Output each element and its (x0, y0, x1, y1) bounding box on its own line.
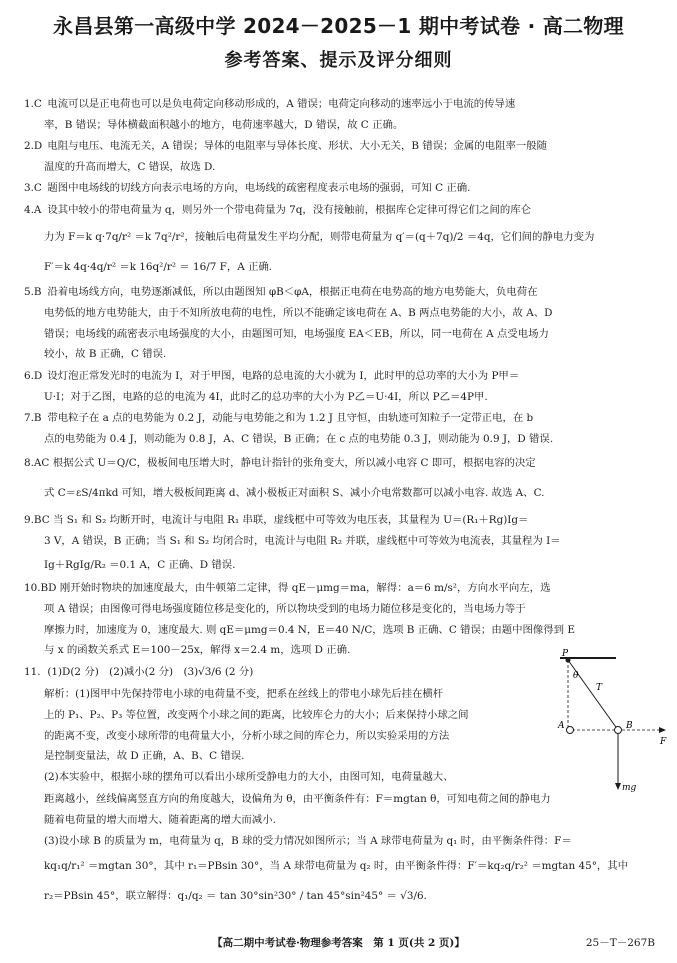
answer-line: U·I；对于乙图，电路的总的电流为 4I，此时乙的总功率的大小为 P乙＝U·4I，所以 P乙＝4P甲. (44, 390, 488, 403)
answer-number: 2.D (24, 140, 43, 152)
answer-line: 11. (1)D(2 分) (2)减小(2 分) (3)√3/6 (2 分) (24, 662, 654, 683)
answer-number: 1.C (24, 98, 42, 110)
answer-line: r₂＝PBsin 45°，联立解得：q₁/q₂ ＝ tan 30°sin²30° / tan 45°sin²45° ＝ √3/6. (44, 890, 427, 903)
answer-line: 力为 F＝k q·7q/r² ＝k 7q²/r²，接触后电荷量发生平均分配，则带电荷量为 q′＝(q＋7q)/2 ＝4q，它们间的静电力变为 (44, 230, 595, 243)
label-theta: θ (573, 671, 579, 681)
answer-line: 距离越小，丝线偏离竖直方向的角度越大，设偏角为 θ，由平衡条件有：F＝mgtan θ，可知电荷之间的静电力 (44, 793, 551, 805)
answer-6 (24, 366, 654, 408)
answer-line: 式 C＝εS/4πkd 可知，增大极板间距离 d、减小极板正对面积 S、减小介电常数都可以减小电容. 故选 A、C. (44, 487, 545, 499)
answer-line: 解析：(1)图甲中先保持带电小球的电荷量不变，把系在丝线上的带电小球先后挂在横杆 (44, 688, 444, 700)
answer-line: 3 V，A 错误，B 正确；当 S₁ 和 S₂ 均闭合时，电流计与电阻 R₂ 并联，虚线框中可等效为电流表，其量程为 I＝ (44, 534, 561, 547)
answer-number: 5.B (24, 286, 42, 298)
answer-line: Ig＋RgIg/R₂ ＝0.1 A，C 正确、D 错误. (44, 558, 236, 571)
answer-line: 3.C 题图中电场线的切线方向表示电场的方向，电场线的疏密程度表示电场的强弱，可知 C 正确. (24, 178, 654, 199)
answer-line: 7.B 带电粒子在 a 点的电势能为 0.2 J，动能与电势能之和为 1.2 J 且守恒，由轨迹可知粒子一定带正电，在 b (24, 408, 654, 429)
answer-3 (24, 178, 654, 199)
label-mg: mg (622, 783, 637, 793)
answer-2 (24, 136, 654, 178)
answer-line: 摩擦力时，加速度为 0，速度最大. 则 qE＝μmg＝0.4 N，E＝40 N/C，选项 B 正确、C 错误；由题中图像得到 E (44, 623, 575, 636)
answer-line: 率，B 错误；导体横截面积越小的地方，电荷速率越大，D 错误，故 C 正确。 (44, 118, 404, 131)
footer-page-info: 【高二期中考试卷·物理参考答案 第 1 页(共 2 页)】 (212, 937, 465, 949)
answer-line: 5.B 沿着电场线方向，电势逐渐减低，所以由题图知 φB＜φA，根据正电荷在电势高的地方电势能大，负电荷在 (24, 282, 654, 303)
page-title: 永昌县第一高级中学 2024－2025－1 期中考试卷 · 高二物理 (53, 14, 624, 38)
answer-8 (24, 448, 654, 508)
answer-line: 1.C 电流可以是正电荷也可以是负电荷定向移动形成的，A 错误；电荷定向移动的速率远小于电流的传导速 (24, 94, 654, 115)
answer-line: 9.BC 当 S₁ 和 S₂ 均断开时，电流计与电阻 R₁ 串联，虚线框中可等效为电压表，其量程为 U＝(R₁＋Rg)Ig＝ (24, 510, 654, 531)
label-f: F (660, 737, 667, 747)
answer-5 (24, 282, 654, 365)
answer-number: 7.B (24, 412, 42, 424)
answer-line: 错误；电场线的疏密表示电场强度的大小，由题图可知，电场强度 EA＜EB，所以，同一电荷在 A 点受电场力 (44, 327, 549, 340)
force-diagram (556, 648, 672, 794)
answer-line: 随着电荷量的增大而增大、随着距离的增大而减小. (44, 813, 276, 826)
label-t: T (596, 683, 603, 693)
answer-number: 10.BD (24, 582, 57, 594)
answer-9 (24, 510, 654, 578)
answer-line: 8.AC 根据公式 U＝Q/C，极板间电压增大时，静电计指针的张角变大，所以减小电容 C 即可，根据电容的决定 (24, 448, 654, 478)
footer-code: 25－T－267B (585, 937, 655, 949)
answer-line: kq₁q/r₁² ＝mgtan 30°，其中 r₁＝PBsin 30°，当 A 球带电荷量为 q₂ 时，由平衡条件得：F′＝kq₂q/r₂² ＝mgtan 45°，其中 (44, 860, 629, 873)
label-a: A (558, 721, 565, 731)
answer-line: 较小，故 B 正确，C 错误. (44, 348, 167, 361)
answer-line: 点的电势能为 0.4 J，则动能为 0.8 J，A、C 错误，B 正确；在 c 点的电势能 0.3 J，则动能为 0.9 J，D 错误. (44, 432, 554, 445)
answer-line: 上的 P₁、P₂、P₃ 等位置，改变两个小球之间的距离，比较库仑力的大小；后来保持小球之间 (44, 708, 469, 721)
answer-line: (2)本实验中，根据小球的摆角可以看出小球所受静电力的大小，由图可知，电荷量越大、 (44, 771, 454, 784)
answer-7 (24, 408, 654, 450)
answer-line: 2.D 电阻与电压、电流无关，A 错误；导体的电阻率与导体长度、形状、大小无关，B 错误；金属的电阻率一般随 (24, 136, 654, 157)
arrow-mg (615, 783, 621, 790)
ball-a (567, 727, 574, 734)
answer-line: 项 A 错误；由图像可得电场强度随位移是变化的，所以物块受到的电场力随位移是变化的，当电场力等于 (44, 602, 526, 615)
answer-line: 是控制变量法，故 D 正确，A、B、C 错误. (44, 750, 245, 763)
answer-number: 8.AC (24, 457, 50, 469)
answer-number: 6.D (24, 370, 43, 382)
answer-number: 9.BC (24, 514, 50, 526)
answer-line: 4.A 设其中较小的带电荷量为 q，则另外一个带电荷量为 7q，没有接触前，根据库仑定律可得它们之间的库仑 (24, 200, 654, 221)
answer-line: 的距离不变，改变小球所带的电荷量大小，分析小球之间的库仑力，所以实验采用的方法 (44, 729, 450, 742)
answer-4 (24, 200, 654, 281)
answer-11-analysis-cont (24, 789, 654, 911)
answer-line: 10.BD 刚开始时物块的加速度最大，由牛顿第二定律，得 qE－μmg＝ma，解得：a＝6 m/s²，方向水平向左，选 (24, 578, 654, 599)
answer-number: 3.C (24, 182, 42, 194)
answer-1 (24, 94, 654, 136)
answer-number: 4.A (24, 204, 42, 216)
answer-line: (3)设小球 B 的质量为 m，电荷量为 q，B 球的受力情况如图所示；当 A 球带电荷量为 q₁ 时，由平衡条件得：F＝ (44, 834, 572, 847)
page-subtitle: 参考答案、提示及评分细则 (224, 50, 453, 71)
answer-line: 与 x 的函数关系式 E＝100－25x，解得 x＝2.4 m，选项 D 正确. (44, 644, 351, 657)
answer-line: 电势低的地方电势能大，由于不知所放电荷的电性，所以不能确定该电荷在 A、B 两点电势能的大小，故 A、D (44, 306, 553, 319)
answer-number: 11. (24, 666, 41, 678)
label-b: B (626, 721, 633, 731)
answer-line: 6.D 设灯泡正常发光时的电流为 I，对于甲图，电路的总电流的大小就为 I，此时甲的总功率的大小为 P甲＝ (24, 366, 654, 387)
answer-line: F′＝k 4q·4q/r² ＝k 16q²/r² ＝ 16/7 F，A 正确. (44, 260, 273, 273)
ball-b (615, 727, 622, 734)
answer-11-analysis (24, 684, 552, 788)
arrow-f (659, 727, 666, 733)
label-p: P (562, 649, 569, 659)
answer-line: 温度的升高而增大，C 错误，故选 D. (44, 160, 216, 173)
